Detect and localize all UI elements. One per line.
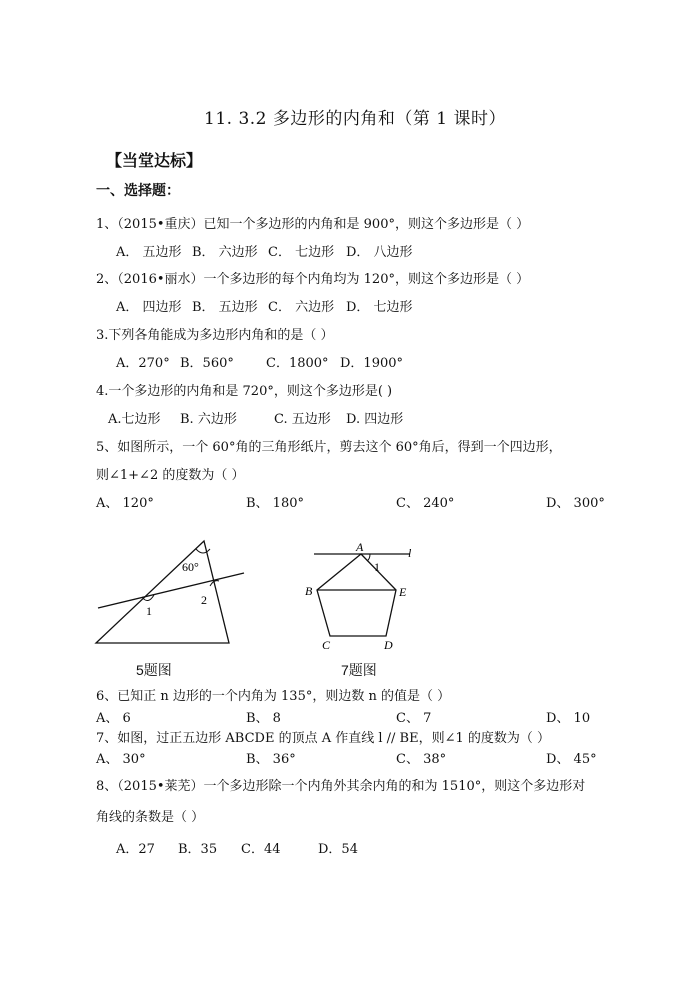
q1-option-c: C． 七边形 [268,245,335,260]
q1-option-a: A． 五边形 [116,245,182,260]
subsection-heading: 一、选择题： [96,183,180,199]
q5-option-b: B、 180° [246,496,304,511]
figure-5-angle-label: 60° [182,560,199,574]
cut-line [98,573,244,608]
figure-5-caption: 5题图 [136,662,172,678]
line-label-l: l [408,546,412,560]
q3-option-b: B．560° [180,356,234,371]
q1-option-d: D． 八边形 [346,245,413,260]
q1-option-b: B． 六边形 [192,245,258,260]
question-3-stem: 3.下列各角能成为多边形内角和的是（ ） [96,328,334,343]
q7-option-c: C、 38° [396,752,447,767]
q4-option-c: C. 五边形 [274,412,331,427]
q5-option-d: D、 300° [546,496,605,511]
question-5-stem-line2: 则∠1+∠2 的度数为（ ） [96,468,245,483]
q2-option-a: A． 四边形 [116,300,182,315]
q2-option-c: C． 六边形 [268,300,335,315]
q8-option-c: C．44 [241,842,281,857]
question-7-stem: 7、如图，过正五边形 ABCDE 的顶点 A 作直线 l // BE，则∠1 的度数为（ ） [96,731,551,746]
question-8-stem-line1: 8、（2015•莱芜）一个多边形除一个内角外其余内角的和为 1510°，则这个多边形对 [96,779,586,794]
q3-option-d: D．1900° [340,356,404,371]
section-heading: 【当堂达标】 [106,151,203,170]
q5-option-c: C、 240° [396,496,455,511]
q8-option-a: A．27 [116,842,155,857]
figure-7-label-1: 1 [374,560,380,574]
question-6-stem: 6、已知正 n 边形的一个内角为 135°，则边数 n 的值是（ ） [96,689,451,704]
vertex-label-d: D [384,638,393,652]
figure-5-triangle [90,535,260,655]
vertex-label-a: A [356,540,364,554]
q7-option-b: B、 36° [246,752,296,767]
q3-option-a: A．270° [116,356,170,371]
question-8-stem-line2: 角线的条数是（ ） [96,810,205,825]
pentagon-shape [317,554,396,636]
question-4-stem: 4.一个多边形的内角和是 720°，则这个多边形是( ) [96,384,393,399]
q6-option-c: C、 7 [396,711,432,726]
q8-option-b: B．35 [178,842,218,857]
q4-option-d: D. 四边形 [346,412,404,427]
vertex-label-b: B [305,584,313,598]
q7-option-a: A、 30° [96,752,146,767]
figure-7-pentagon [300,538,425,654]
figure-5-label-1: 1 [146,604,152,618]
question-1-stem: 1、（2015•重庆）已知一个多边形的内角和是 900°，则这个多边形是（ ） [96,217,530,232]
q4-option-a: A.七边形 [108,412,161,427]
angle-arc-top [196,549,210,553]
vertex-label-e: E [399,585,407,599]
q5-option-a: A、 120° [96,496,154,511]
question-5-stem-line1: 5、如图所示，一个 60°角的三角形纸片，剪去这个 60°角后，得到一个四边形， [96,440,562,455]
q7-option-d: D、 45° [546,752,597,767]
q8-option-d: D．54 [318,842,358,857]
vertex-label-c: C [322,638,331,652]
q6-option-b: B、 8 [246,711,281,726]
figure-5-label-2: 2 [201,593,207,607]
q2-option-d: D． 七边形 [346,300,413,315]
q4-option-b: B. 六边形 [180,412,237,427]
figure-7-caption: 7题图 [341,662,377,678]
q3-option-c: C．1800° [266,356,329,371]
page-title: 11. 3.2 多边形的内角和（第 1 课时） [204,109,507,129]
question-2-stem: 2、（2016•丽水）一个多边形的每个内角均为 120°，则这个多边形是（ ） [96,272,530,287]
q6-option-a: A、 6 [96,711,131,726]
q6-option-d: D、 10 [546,711,591,726]
q2-option-b: B． 五边形 [192,300,258,315]
